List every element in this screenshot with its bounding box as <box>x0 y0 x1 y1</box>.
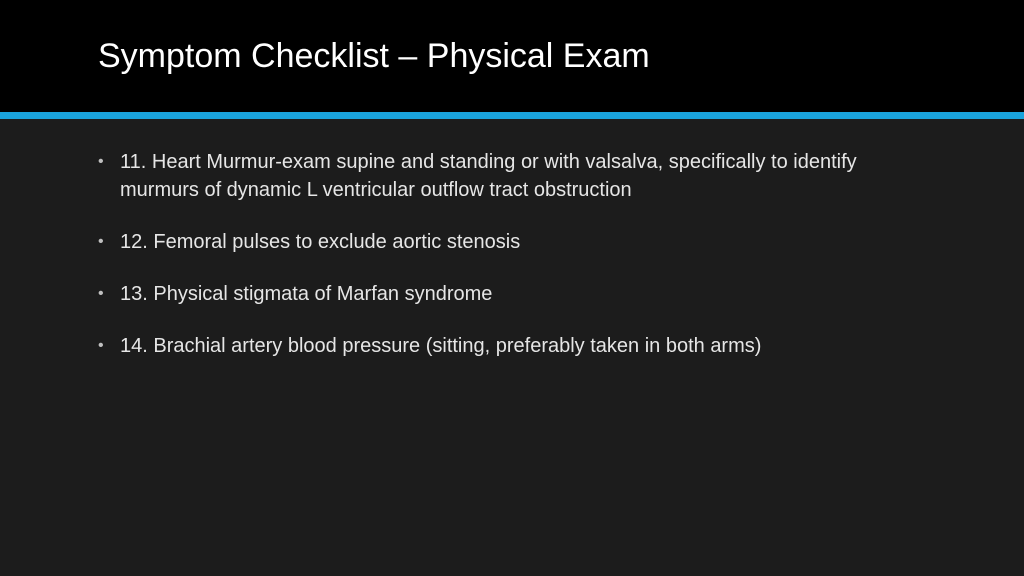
bullet-item <box>98 332 918 360</box>
bullet-icon: • <box>98 285 104 302</box>
bullet-text: 12. Femoral pulses to exclude aortic stenosis <box>120 231 521 253</box>
bullet-text: 11. Heart Murmur-exam supine and standing or with valsalva, specifically to identify murmurs of dynamic L ventricular outflow tract obstruction <box>120 151 857 201</box>
bullet-item <box>98 280 918 308</box>
bullet-list <box>98 148 918 384</box>
bullet-text: 14. Brachial artery blood pressure (sitting, preferably taken in both arms) <box>120 335 762 357</box>
accent-divider <box>0 112 1024 119</box>
bullet-item <box>98 228 918 256</box>
bullet-item <box>98 148 918 204</box>
slide-title: Symptom Checklist – Physical Exam <box>98 37 650 75</box>
bullet-text: 13. Physical stigmata of Marfan syndrome <box>120 283 493 305</box>
bullet-icon: • <box>98 233 104 250</box>
bullet-icon: • <box>98 153 104 170</box>
bullet-icon: • <box>98 337 104 354</box>
title-bar <box>0 0 1024 112</box>
